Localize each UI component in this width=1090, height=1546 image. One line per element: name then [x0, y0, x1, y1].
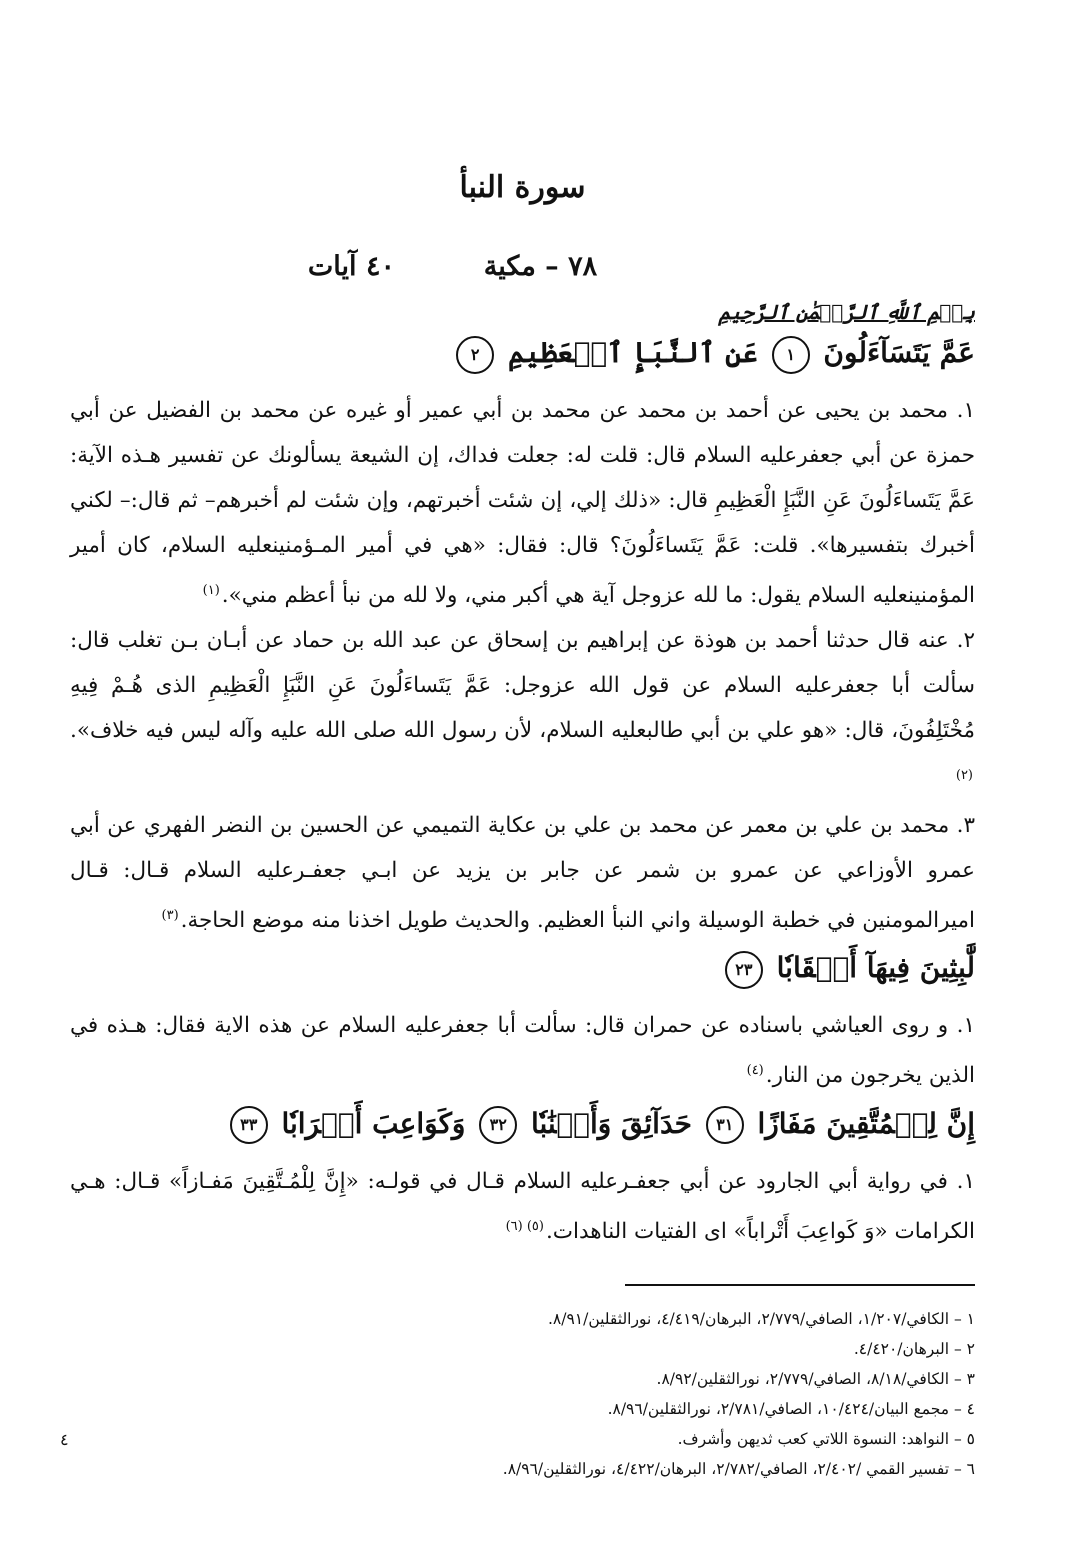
hadith-text: ٢. عنه قال حدثنا أحمد بن هوذة عن إبراهيم بن إسحاق عن عبد الله بن حماد عن أبـان بـن تغلب قال: سألت أبا جعفرعليه السلام عن قول الله عزوجل: عَمَّ يَتَساءَلُونَ عَنِ النَّبَإِ الْعَظِيمِ الذى هُـمْ فِيهِ مُخْتَلِفُونَ، قال: «هو علي بن أبي طالبعليه السلام، لأن رسول الله صلى الله عليه وآله ليس فيه خلاف».	[70, 628, 975, 744]
surah-meta	[70, 251, 975, 282]
footnote-ref: (١)	[202, 583, 220, 598]
verse-block	[70, 332, 975, 374]
verse-text: حَدَآئِقَ وَأَعۡنَٰبٗا	[530, 1106, 692, 1140]
footnotes-list	[70, 1304, 975, 1484]
ayah-number: ١	[772, 336, 810, 374]
footnote-ref: (٥) (٦)	[505, 1218, 544, 1234]
ayah-number: ٣٣	[230, 1106, 268, 1144]
verse-text: إِنَّ لِلۡمُتَّقِينَ مَفَازًا	[757, 1106, 975, 1140]
surah-title: سورة النبأ	[459, 170, 586, 205]
footnote-ref: (٢)	[955, 768, 973, 784]
hadith-text: ٣. محمد بن علي بن معمر عن محمد بن علي بن عكاية التميمي عن الحسين بن النضر الفهري عن أبي عمرو الأوزاعي عن عمرو بن شمر عن جابر بن يزيد عن ابـي جعفـرعليه السلام قـال: قـال اميرالمومنين في خطبة الوسيلة واني النبأ العظيم. والحديث طويل اخذنا منه موضع الحاجة.	[70, 813, 975, 934]
verse-block	[70, 1103, 975, 1145]
footnote-item: ١ – الكافي/١/٢٠٧، الصافي/٢/٧٧٩، البرهان/٤/٤١٩، نورالثقلين/٨/٩١.	[547, 1309, 975, 1328]
verse-count: ٤٠ آيات	[307, 251, 395, 282]
ayah-number: ٣٢	[479, 1106, 517, 1144]
page	[70, 150, 975, 1484]
footnote-separator	[625, 1284, 975, 1286]
hadith-paragraph	[70, 618, 975, 803]
hadith-text: ١. في رواية أبي الجارود عن أبي جعفـرعليه السلام قـال في قولـه: «إِنَّ لِلْمُـتَّقِينَ مَفـازاً» قـال: هـي الكرامات «وَ كَواعِبَ أَتْراباً» اى الفتيات الناهدات.	[70, 1168, 975, 1244]
hadith-text: ١. و روى العياشي باسناده عن حمران قال: سألت أبا جعفرعليه السلام عن هذه الاية فقال: هـذه في الذين يخرجون من النار.	[70, 1013, 975, 1089]
hadith-paragraph	[70, 1159, 975, 1254]
footnote-ref: (٣)	[161, 908, 179, 924]
hadith-paragraph	[70, 803, 975, 943]
footnote-item: ٦ – تفسير القمي /٢/٤٠٢، الصافي/٢/٧٨٢، البرهان/٤/٤٢٢، نورالثقلين/٨/٩٦.	[502, 1459, 975, 1478]
ayah-number: ٢٣	[725, 951, 763, 989]
footnote-ref: (٤)	[746, 1063, 764, 1079]
hadith-text: ١. محمد بن يحيى عن أحمد بن محمد عن محمد بن أبي عمير أو غيره عن محمد بن الفضيل عن أبي حمزة عن أبي جعفرعليه السلام قال: قلت له: جعلت فداك، إن الشيعة يسألونك عن تفسير هـذه الآية: عَمَّ يَتَساءَلُونَ عَنِ النَّبَإِ الْعَظِيمِ قال: «ذلك إلي، إن شئت أخبرتهم، وإن شئت لم أخبرهم– ثم قال:– لكني أخبرك بتفسيرها». قلت: عَمَّ يَتَساءَلُونَ؟ قال: فقال: «هي في أمير المـؤمنينعليه السلام، كان أمير المؤمنينعليه السلام يقول: ما لله عزوجل آية هي أكبر مني، ولا لله من نبأ أعظم مني».	[70, 398, 975, 609]
verse-block	[70, 947, 975, 989]
ayah-number: ٢	[456, 336, 494, 374]
verse-text: وَكَوَاعِبَ أَتۡرَابٗا	[281, 1106, 466, 1140]
surah-number: ٧٨ – مكية	[483, 251, 598, 282]
hadith-paragraph	[70, 1003, 975, 1098]
verse-text: عَنِ ٱلنَّبَإِ ٱلۡعَظِيمِ	[507, 336, 758, 369]
footnote-item: ٤ – مجمع البيان/١٠/٤٢٤، الصافي/٢/٧٨١، نورالثقلين/٨/٩٦.	[607, 1399, 975, 1418]
footnote-item: ٢ – البرهان/٤/٤٢٠.	[853, 1339, 975, 1358]
page-mark: ٤	[60, 1430, 69, 1449]
verse-text: لَّٰبِثِينَ فِيهَآ أَحۡقَابٗا	[776, 951, 975, 985]
hadith-paragraph	[70, 388, 975, 618]
footnote-item: ٥ – النواهد: النسوة اللاتي كعب ثديهن وأشرف.	[677, 1429, 975, 1448]
basmala: بِسۡمِ ٱللَّهِ ٱلرَّحۡمَٰنِ ٱلرَّحِيمِ	[718, 300, 975, 324]
footnote-item: ٣ – الكافي/٨/١٨، الصافي/٢/٧٧٩، نورالثقلين/٨/٩٢.	[656, 1369, 975, 1388]
verse-text: عَمَّ يَتَسَآءَلُونَ	[823, 336, 975, 369]
ayah-number: ٣١	[706, 1106, 744, 1144]
